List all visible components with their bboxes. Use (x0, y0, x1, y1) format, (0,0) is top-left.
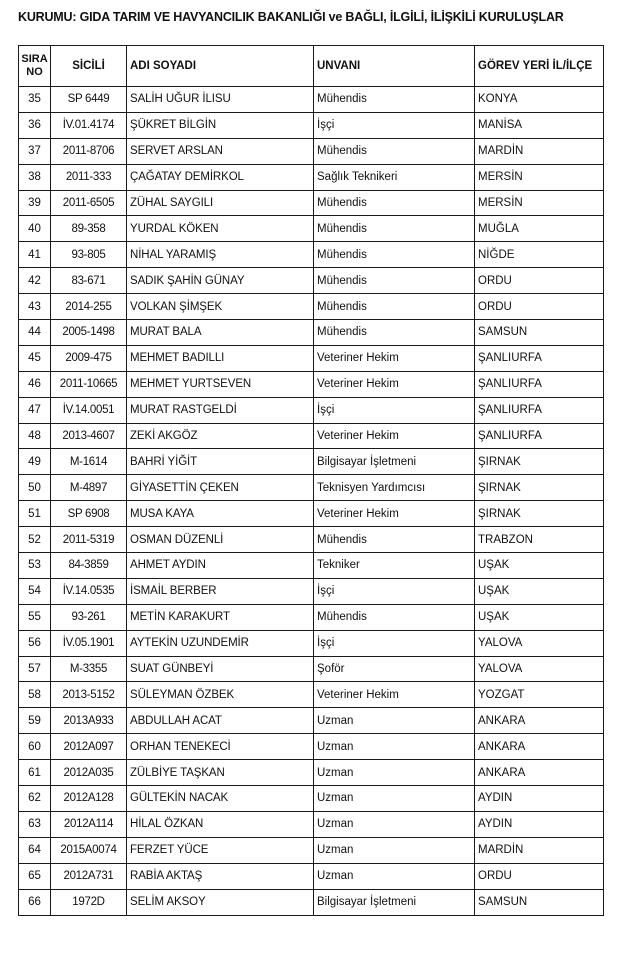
cell-sira-no: 56 (19, 630, 51, 656)
cell-sicili: 2012A097 (51, 734, 127, 760)
table-row (19, 345, 604, 371)
cell-unvani: İşçi (314, 397, 475, 423)
cell-unvani: Veteriner Hekim (314, 423, 475, 449)
cell-gorev-yeri: ANKARA (475, 708, 604, 734)
cell-gorev-yeri: AYDIN (475, 786, 604, 812)
cell-unvani: Veteriner Hekim (314, 345, 475, 371)
cell-adi-soyadi: ZEKİ AKGÖZ (127, 423, 314, 449)
cell-sicili: 2013A933 (51, 708, 127, 734)
cell-unvani: Mühendis (314, 190, 475, 216)
table-row (19, 604, 604, 630)
table-row (19, 578, 604, 604)
cell-sicili: 2014-255 (51, 294, 127, 320)
table-row (19, 811, 604, 837)
cell-sicili: 83-671 (51, 268, 127, 294)
cell-sira-no: 41 (19, 242, 51, 268)
cell-sira-no: 63 (19, 811, 51, 837)
cell-sicili: M-3355 (51, 656, 127, 682)
cell-unvani: Şoför (314, 656, 475, 682)
cell-gorev-yeri: UŞAK (475, 604, 604, 630)
cell-unvani: Uzman (314, 811, 475, 837)
cell-unvani: Mühendis (314, 242, 475, 268)
cell-unvani: Veteriner Hekim (314, 682, 475, 708)
cell-sira-no: 62 (19, 786, 51, 812)
cell-adi-soyadi: SÜLEYMAN ÖZBEK (127, 682, 314, 708)
cell-adi-soyadi: ŞÜKRET BİLGİN (127, 112, 314, 138)
cell-sira-no: 39 (19, 190, 51, 216)
cell-adi-soyadi: MURAT BALA (127, 320, 314, 346)
table-row (19, 268, 604, 294)
table-row (19, 449, 604, 475)
cell-adi-soyadi: ÇAĞATAY DEMİRKOL (127, 164, 314, 190)
cell-unvani: Tekniker (314, 553, 475, 579)
cell-gorev-yeri: UŞAK (475, 553, 604, 579)
cell-gorev-yeri: MARDİN (475, 138, 604, 164)
cell-gorev-yeri: KONYA (475, 87, 604, 113)
cell-sicili: SP 6908 (51, 501, 127, 527)
cell-gorev-yeri: YOZGAT (475, 682, 604, 708)
cell-gorev-yeri: MUĞLA (475, 216, 604, 242)
cell-unvani: Mühendis (314, 268, 475, 294)
header-sira-line2: NO (26, 66, 43, 78)
cell-sira-no: 64 (19, 837, 51, 863)
cell-unvani: Mühendis (314, 527, 475, 553)
cell-sira-no: 46 (19, 371, 51, 397)
table-row (19, 423, 604, 449)
cell-sira-no: 47 (19, 397, 51, 423)
cell-unvani: Uzman (314, 863, 475, 889)
table-row (19, 630, 604, 656)
cell-sicili: M-4897 (51, 475, 127, 501)
cell-sira-no: 55 (19, 604, 51, 630)
header-sira-line1: SIRA (21, 53, 48, 65)
cell-unvani: Sağlık Teknikeri (314, 164, 475, 190)
cell-gorev-yeri: UŞAK (475, 578, 604, 604)
cell-unvani: Teknisyen Yardımcısı (314, 475, 475, 501)
cell-unvani: İşçi (314, 630, 475, 656)
table-header-row (19, 46, 604, 87)
cell-gorev-yeri: SAMSUN (475, 889, 604, 915)
cell-unvani: Veteriner Hekim (314, 501, 475, 527)
cell-sira-no: 60 (19, 734, 51, 760)
table-row (19, 501, 604, 527)
cell-gorev-yeri: ŞIRNAK (475, 449, 604, 475)
cell-sira-no: 61 (19, 760, 51, 786)
cell-sicili: 2011-10665 (51, 371, 127, 397)
table-row (19, 216, 604, 242)
cell-gorev-yeri: NİĞDE (475, 242, 604, 268)
cell-sicili: 2012A114 (51, 811, 127, 837)
table-row (19, 397, 604, 423)
cell-gorev-yeri: AYDIN (475, 811, 604, 837)
table-row (19, 112, 604, 138)
header-sicili: SİCİLİ (51, 46, 127, 87)
cell-sicili: 2011-5319 (51, 527, 127, 553)
cell-sicili: 2013-5152 (51, 682, 127, 708)
cell-adi-soyadi: SALİH UĞUR İLISU (127, 87, 314, 113)
table-row (19, 734, 604, 760)
cell-sira-no: 37 (19, 138, 51, 164)
cell-unvani: Bilgisayar İşletmeni (314, 889, 475, 915)
header-unvani: UNVANI (314, 46, 475, 87)
cell-sicili: İV.05.1901 (51, 630, 127, 656)
cell-adi-soyadi: VOLKAN ŞİMŞEK (127, 294, 314, 320)
cell-sicili: 2012A731 (51, 863, 127, 889)
cell-adi-soyadi: ZÜHAL SAYGILI (127, 190, 314, 216)
cell-adi-soyadi: SELİM AKSOY (127, 889, 314, 915)
cell-unvani: Uzman (314, 760, 475, 786)
cell-sira-no: 44 (19, 320, 51, 346)
cell-adi-soyadi: FERZET YÜCE (127, 837, 314, 863)
cell-sira-no: 36 (19, 112, 51, 138)
cell-adi-soyadi: MEHMET YURTSEVEN (127, 371, 314, 397)
cell-unvani: Veteriner Hekim (314, 371, 475, 397)
cell-unvani: Uzman (314, 786, 475, 812)
cell-adi-soyadi: ORHAN TENEKECİ (127, 734, 314, 760)
cell-sira-no: 43 (19, 294, 51, 320)
table-row (19, 475, 604, 501)
cell-gorev-yeri: ORDU (475, 268, 604, 294)
cell-gorev-yeri: ANKARA (475, 734, 604, 760)
cell-gorev-yeri: SAMSUN (475, 320, 604, 346)
cell-sira-no: 42 (19, 268, 51, 294)
table-row (19, 786, 604, 812)
cell-sicili: İV.01.4174 (51, 112, 127, 138)
cell-unvani: Uzman (314, 837, 475, 863)
cell-sicili: 2009-475 (51, 345, 127, 371)
cell-adi-soyadi: SADIK ŞAHİN GÜNAY (127, 268, 314, 294)
cell-gorev-yeri: ORDU (475, 294, 604, 320)
cell-sicili: M-1614 (51, 449, 127, 475)
table-row (19, 682, 604, 708)
cell-sicili: 89-358 (51, 216, 127, 242)
cell-unvani: Bilgisayar İşletmeni (314, 449, 475, 475)
table-row (19, 87, 604, 113)
cell-adi-soyadi: MEHMET BADILLI (127, 345, 314, 371)
cell-sira-no: 48 (19, 423, 51, 449)
cell-sira-no: 35 (19, 87, 51, 113)
table-row (19, 837, 604, 863)
cell-gorev-yeri: MARDİN (475, 837, 604, 863)
table-row (19, 708, 604, 734)
cell-sicili: SP 6449 (51, 87, 127, 113)
cell-gorev-yeri: MERSİN (475, 190, 604, 216)
cell-gorev-yeri: TRABZON (475, 527, 604, 553)
cell-sicili: 2005-1498 (51, 320, 127, 346)
cell-gorev-yeri: ANKARA (475, 760, 604, 786)
cell-adi-soyadi: OSMAN DÜZENLİ (127, 527, 314, 553)
cell-adi-soyadi: NİHAL YARAMIŞ (127, 242, 314, 268)
cell-sira-no: 52 (19, 527, 51, 553)
header-gorev-yeri: GÖREV YERİ İL/İLÇE (475, 46, 604, 87)
cell-gorev-yeri: ŞIRNAK (475, 475, 604, 501)
cell-sicili: 84-3859 (51, 553, 127, 579)
document-title: KURUMU: GIDA TARIM VE HAVYANCILIK BAKANLIĞI ve BAĞLI, İLGİLİ, İLİŞKİLİ KURULUŞLAR (18, 10, 564, 24)
cell-unvani: Mühendis (314, 320, 475, 346)
cell-adi-soyadi: YURDAL KÖKEN (127, 216, 314, 242)
cell-sicili: 2013-4607 (51, 423, 127, 449)
cell-adi-soyadi: MURAT RASTGELDİ (127, 397, 314, 423)
cell-unvani: Mühendis (314, 604, 475, 630)
cell-sicili: 2012A128 (51, 786, 127, 812)
cell-gorev-yeri: ŞANLIURFA (475, 397, 604, 423)
personnel-table (18, 45, 604, 916)
cell-unvani: İşçi (314, 578, 475, 604)
cell-adi-soyadi: GÜLTEKİN NACAK (127, 786, 314, 812)
cell-sira-no: 50 (19, 475, 51, 501)
cell-gorev-yeri: ORDU (475, 863, 604, 889)
cell-adi-soyadi: HİLAL ÖZKAN (127, 811, 314, 837)
table-row (19, 320, 604, 346)
cell-adi-soyadi: AHMET AYDIN (127, 553, 314, 579)
cell-gorev-yeri: MERSİN (475, 164, 604, 190)
table-row (19, 553, 604, 579)
cell-sira-no: 58 (19, 682, 51, 708)
cell-sira-no: 57 (19, 656, 51, 682)
header-sira-no (19, 46, 51, 87)
cell-sira-no: 51 (19, 501, 51, 527)
cell-sicili: 2012A035 (51, 760, 127, 786)
cell-gorev-yeri: YALOVA (475, 656, 604, 682)
cell-adi-soyadi: ZÜLBİYE TAŞKAN (127, 760, 314, 786)
cell-sicili: 2015A0074 (51, 837, 127, 863)
cell-adi-soyadi: SUAT GÜNBEYİ (127, 656, 314, 682)
cell-sira-no: 66 (19, 889, 51, 915)
cell-sicili: İV.14.0051 (51, 397, 127, 423)
cell-sicili: 2011-333 (51, 164, 127, 190)
table-row (19, 656, 604, 682)
cell-unvani: Mühendis (314, 138, 475, 164)
cell-unvani: İşçi (314, 112, 475, 138)
cell-sira-no: 54 (19, 578, 51, 604)
cell-adi-soyadi: MUSA KAYA (127, 501, 314, 527)
cell-sira-no: 38 (19, 164, 51, 190)
cell-adi-soyadi: İSMAİL BERBER (127, 578, 314, 604)
table-row (19, 190, 604, 216)
cell-sicili: 2011-8706 (51, 138, 127, 164)
cell-adi-soyadi: BAHRİ YİĞİT (127, 449, 314, 475)
cell-sicili: 93-805 (51, 242, 127, 268)
cell-sicili: İV.14.0535 (51, 578, 127, 604)
cell-gorev-yeri: YALOVA (475, 630, 604, 656)
table-row (19, 863, 604, 889)
cell-unvani: Uzman (314, 708, 475, 734)
cell-gorev-yeri: MANİSA (475, 112, 604, 138)
cell-sira-no: 49 (19, 449, 51, 475)
cell-adi-soyadi: ABDULLAH ACAT (127, 708, 314, 734)
cell-sira-no: 65 (19, 863, 51, 889)
table-row (19, 242, 604, 268)
cell-sicili: 1972D (51, 889, 127, 915)
cell-adi-soyadi: GİYASETTİN ÇEKEN (127, 475, 314, 501)
cell-gorev-yeri: ŞANLIURFA (475, 423, 604, 449)
table-row (19, 294, 604, 320)
cell-sicili: 93-261 (51, 604, 127, 630)
cell-sicili: 2011-6505 (51, 190, 127, 216)
cell-unvani: Mühendis (314, 87, 475, 113)
cell-adi-soyadi: METİN KARAKURT (127, 604, 314, 630)
table-row (19, 371, 604, 397)
table-row (19, 527, 604, 553)
table-row (19, 760, 604, 786)
cell-gorev-yeri: ŞIRNAK (475, 501, 604, 527)
cell-sira-no: 40 (19, 216, 51, 242)
cell-adi-soyadi: RABİA AKTAŞ (127, 863, 314, 889)
cell-sira-no: 53 (19, 553, 51, 579)
cell-gorev-yeri: ŞANLIURFA (475, 345, 604, 371)
cell-unvani: Uzman (314, 734, 475, 760)
table-row (19, 889, 604, 915)
cell-gorev-yeri: ŞANLIURFA (475, 371, 604, 397)
cell-adi-soyadi: SERVET ARSLAN (127, 138, 314, 164)
cell-sira-no: 45 (19, 345, 51, 371)
cell-sira-no: 59 (19, 708, 51, 734)
cell-unvani: Mühendis (314, 294, 475, 320)
cell-unvani: Mühendis (314, 216, 475, 242)
table-row (19, 138, 604, 164)
cell-adi-soyadi: AYTEKİN UZUNDEMİR (127, 630, 314, 656)
table-row (19, 164, 604, 190)
header-adi-soyadi: ADI SOYADI (127, 46, 314, 87)
